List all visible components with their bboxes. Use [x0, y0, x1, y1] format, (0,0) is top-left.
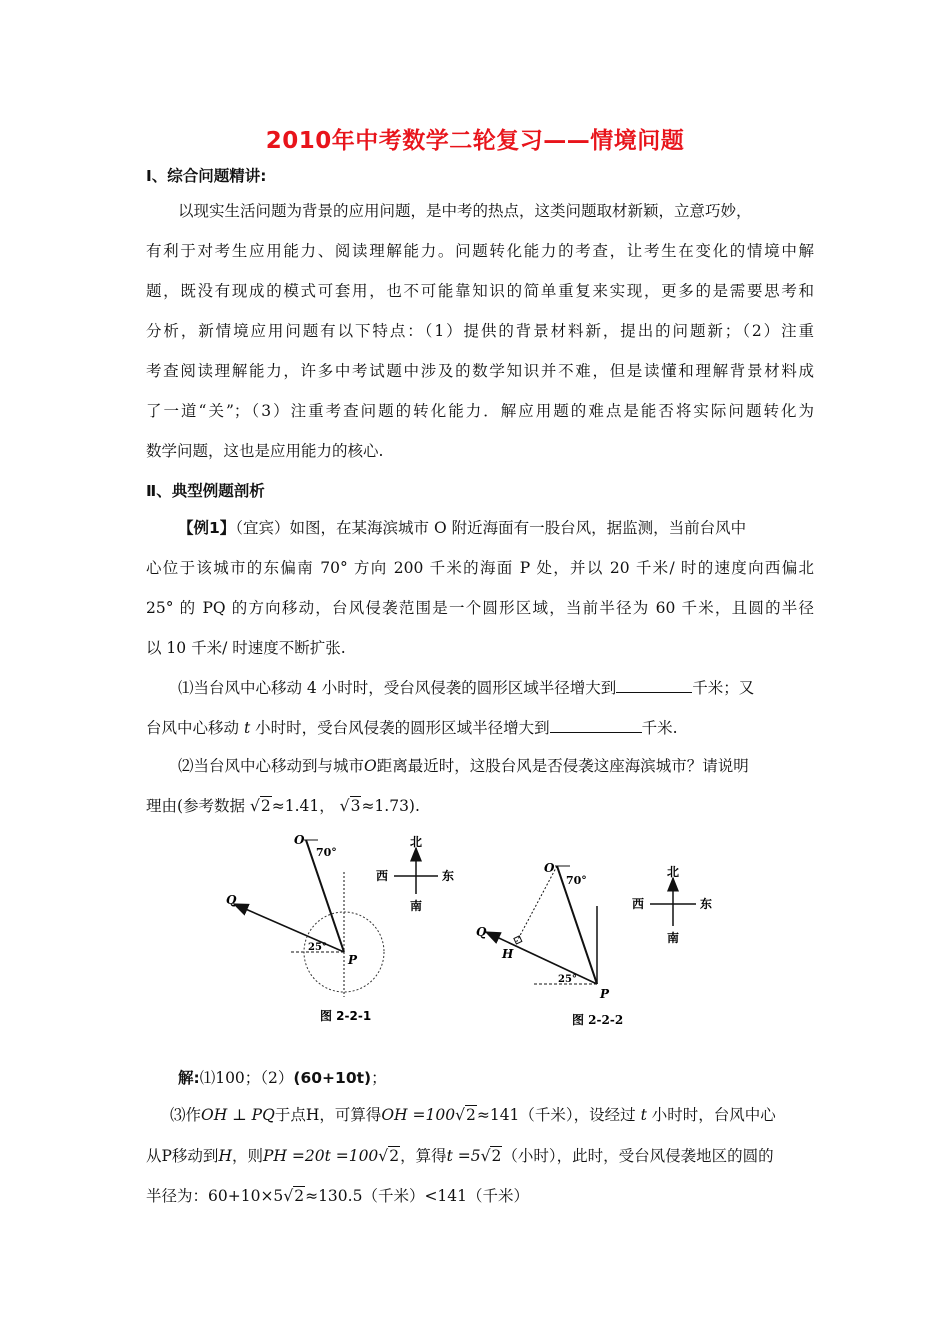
example-label: 【例1】: [178, 519, 236, 537]
solution-s3-oh: OH =100: [381, 1106, 456, 1124]
fig1-compass-east: 东: [442, 869, 455, 883]
fig2-angle-p: 25°: [558, 974, 577, 985]
q1-text-c: 台风中心移动: [146, 719, 240, 737]
fig1-caption: 图 2-2-1: [320, 1009, 372, 1023]
fig1-compass-north: 北: [410, 835, 423, 849]
question-1-line-1: [178, 678, 848, 698]
answer-blank-1[interactable]: [616, 678, 692, 693]
solution-s4-b: ，则: [231, 1147, 263, 1165]
solution-s3-perp: OH ⊥ PQ: [201, 1106, 275, 1124]
question-2-line-2: 理由(参考数据 √2≈1.41， √3≈1.73).: [146, 797, 420, 815]
typhoon-figures: [220, 822, 740, 1042]
fig2-caption: 图 2-2-2: [572, 1013, 624, 1027]
section1-line-5: 考查阅读理解能力，许多中考试题中涉及的数学知识并不难，但是读懂和理解背景材料成: [146, 362, 814, 380]
fig1-compass-west: 西: [376, 869, 389, 883]
section1-line-3: 题，既没有现成的模式可套用，也不可能靠知识的简单重复来实现，更多的是需要思考和: [146, 282, 814, 300]
fig2-label-o: O: [544, 861, 555, 875]
solution-sqrt2-a: 2: [465, 1106, 476, 1124]
q2-var-o: O: [364, 757, 377, 775]
solution-s4-a: 从P移动到: [146, 1147, 219, 1165]
example-line-2: 心位于该城市的东偏南 70° 方向 200 千米的海面 P 处，并以 20 千米/ 时的速度向西偏北: [146, 559, 814, 577]
solution-line-2: ⑶作OH ⊥ PQ于点H，可算得OH =100√2≈141（千米），设经过 t 小时时，台风中心: [170, 1106, 776, 1124]
q1-var-t: t: [243, 719, 251, 737]
solution-s1: ⑴100；（2）: [199, 1069, 294, 1087]
solution-s4-t: t =5: [446, 1147, 481, 1165]
solution-s3-t: t: [640, 1106, 647, 1124]
section1-heading: Ⅰ、综合问题精讲:: [146, 167, 267, 185]
solution-s1-end: ；: [371, 1069, 387, 1087]
fig2-line-oh: [516, 866, 557, 943]
q1-text-d: 小时时，受台风侵袭的圆形区域半径增大到: [255, 719, 550, 737]
question-1-line-2: [146, 718, 816, 738]
q2-ref1: ≈1.41，: [271, 797, 335, 815]
section1-line-1: 以现实生活问题为背景的应用问题，是中考的热点，这类问题取材新颖，立意巧妙，: [178, 202, 752, 220]
fig2-label-p: P: [600, 987, 610, 1001]
solution-s3-b: 于点H，可算得: [274, 1106, 382, 1124]
solution-s5-b: ≈130.5（千米）<141（千米）: [305, 1187, 530, 1205]
solution-sqrt2-b: 2: [389, 1147, 400, 1165]
fig2-right-angle: [514, 936, 522, 944]
q2-text-c: 理由(参考数据: [146, 797, 246, 815]
fig2-angle-o: 70°: [566, 874, 587, 887]
solution-sqrt2-c: 2: [491, 1147, 502, 1165]
example-line-3: 25° 的 PQ 的方向移动，台风侵袭范围是一个圆形区域，当前半径为 60 千米，且圆的半径: [146, 599, 814, 617]
example-line-4: 以 10 千米/ 时速度不断扩张.: [146, 639, 346, 657]
fig2-label-q: Q: [476, 925, 487, 939]
figure-2: [476, 861, 712, 1027]
q2-sqrt3: 3: [350, 797, 361, 815]
fig1-label-o: O: [294, 833, 305, 847]
question-2-line-1: [178, 756, 848, 776]
fig2-label-h: H: [502, 947, 514, 961]
q1-text-e: 千米.: [641, 719, 678, 737]
q1-text-a: ⑴当台风中心移动 4 小时时，受台风侵袭的圆形区域半径增大到: [178, 679, 617, 697]
solution-s1-expr: (60+10t): [293, 1069, 372, 1087]
fig1-compass-south: 南: [410, 899, 423, 913]
solution-s4-d: （小时），此时，受台风侵袭地区的圆的: [502, 1147, 774, 1165]
solution-s3-oh2: ≈141: [476, 1106, 520, 1124]
figure-1: [226, 833, 454, 1023]
fig2-compass-east: 东: [700, 897, 713, 911]
fig2-compass-south: 南: [667, 931, 680, 945]
section1-line-7: 数学问题，这也是应用能力的核心.: [146, 442, 384, 460]
section1-line-4: 分析，新情境应用问题有以下特点：（1）提供的背景材料新，提出的问题新；（2）注重: [146, 322, 814, 340]
document-title: 2010年中考数学二轮复习——情境问题: [265, 128, 685, 154]
fig1-angle-o: 70°: [316, 846, 337, 859]
solution-line-3: 从P移动到H，则PH =20t =100√2，算得t =5√2（小时），此时，受台风侵袭地区的圆的: [146, 1147, 774, 1165]
fig1-angle-p: 25°: [308, 942, 327, 953]
solution-s3-d: 小时时，台风中心: [651, 1106, 776, 1124]
example-text-1: （宜宾）如图，在某海滨城市 O 附近海面有一股台风，据监测，当前台风中: [235, 519, 747, 537]
solution-line-1: [178, 1068, 848, 1088]
q2-text-a: ⑵当台风中心移动到与城市: [178, 757, 365, 775]
fig2-compass-north: 北: [667, 865, 680, 879]
solution-s4-h: H: [218, 1147, 232, 1165]
fig1-label-p: P: [348, 953, 358, 967]
fig2-compass-west: 西: [632, 897, 645, 911]
solution-s5-expr: 60+10×5: [208, 1187, 284, 1205]
q2-ref2: ≈1.73).: [361, 797, 420, 815]
fig1-label-q: Q: [226, 893, 237, 907]
section1-line-6: 了一道“关”；（3）注重考查问题的转化能力．解应用题的难点是能否将实际问题转化为: [146, 402, 814, 420]
solution-label: 解:: [178, 1069, 200, 1087]
solution-line-4: 半径为：60+10×5√2≈130.5（千米）<141（千米）: [146, 1187, 530, 1205]
solution-sqrt2-d: 2: [294, 1187, 305, 1205]
solution-s5-a: 半径为：: [146, 1187, 209, 1205]
solution-s3-a: ⑶作: [170, 1106, 202, 1124]
q1-text-b: 千米；又: [692, 679, 755, 697]
example-line-1: [178, 518, 848, 538]
solution-s4-c: ，算得: [400, 1147, 447, 1165]
q2-sqrt2: 2: [260, 797, 271, 815]
section1-line-2: 有利于对考生应用能力、阅读理解能力。问题转化能力的考查，让考生在变化的情境中解: [146, 242, 814, 260]
solution-s3-c: （千米），设经过: [519, 1106, 636, 1124]
solution-s4-ph: PH =20t =100: [262, 1147, 379, 1165]
answer-blank-2[interactable]: [550, 718, 642, 733]
fig1-line-pq: [234, 904, 344, 952]
section2-heading: Ⅱ、典型例题剖析: [146, 482, 265, 500]
q2-text-b: 距离最近时，这股台风是否侵袭这座海滨城市？请说明: [376, 757, 749, 775]
